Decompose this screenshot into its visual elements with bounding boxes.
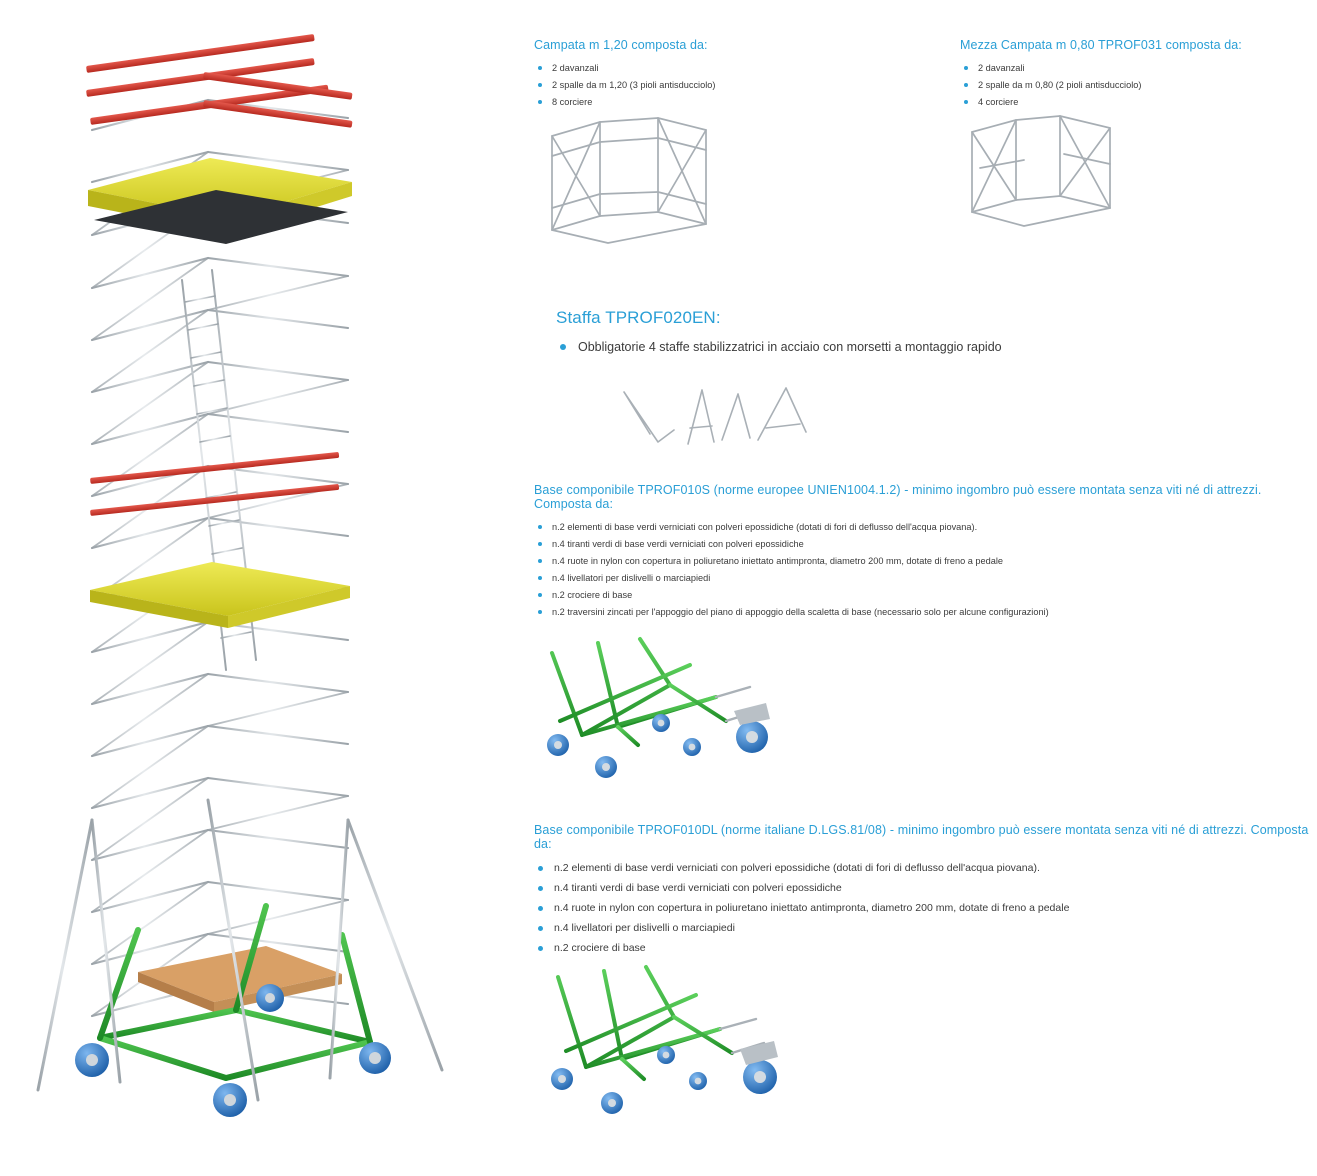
top-platform: [88, 158, 352, 244]
campata-title: Campata m 1,20 composta da:: [534, 38, 708, 52]
list-item: 4 corciere: [960, 94, 1317, 110]
list-item: n.4 tiranti verdi di base verdi verniciati con polveri epossidiche: [534, 879, 1314, 898]
list-item: n.4 ruote in nylon con copertura in poliuretano iniettato antimpronta, diametro 200 mm, dotate di freno a pedale: [534, 899, 1314, 918]
list-item: n.4 livellatori per dislivelli o marciapiedi: [534, 570, 1314, 586]
list-item: n.2 elementi di base verdi verniciati con polveri epossidiche (dotati di fori di deflusso dell'acqua piovana).: [534, 859, 1314, 878]
stabilizer-brackets-drawing: [610, 380, 830, 460]
list-item: n.2 elementi di base verdi verniciati con polveri epossidiche (dotati di fori di deflusso dell'acqua piovana).: [534, 519, 1314, 535]
section-base-tprof010s: [534, 483, 1314, 621]
campata-frame-drawing: [538, 108, 758, 248]
mezza-campata-frame-drawing: [960, 108, 1150, 238]
list-item: 8 corciere: [534, 94, 934, 110]
list-item: 2 davanzali: [960, 60, 1317, 76]
list-item: n.4 tiranti verdi di base verdi verniciati con polveri epossidiche: [534, 536, 1314, 552]
list-item: 2 davanzali: [534, 60, 934, 76]
mid-red-rails: [90, 452, 339, 516]
mezza-campata-title: Mezza Campata m 0,80 TPROF031 composta da:: [960, 38, 1242, 52]
staffa-list: [556, 336, 1256, 358]
list-item: n.4 livellatori per dislivelli o marciapiedi: [534, 919, 1314, 938]
base-dl-list: [534, 859, 1314, 958]
wheel-icon: [551, 1041, 778, 1114]
base-tprof010dl-drawing: [520, 955, 840, 1145]
tower-illustration-panel: [0, 0, 520, 1176]
list-item: n.2 crociere di base: [534, 587, 1314, 603]
list-item: 2 spalle da m 0,80 (2 pioli antisducciolo): [960, 77, 1317, 93]
base-en-title: Base componibile TPROF010S (norme europee UNIEN1004.1.2) - minimo ingombro può essere montata senza viti né di attrezzi. Composta da:: [534, 483, 1262, 511]
base-dl-title: Base componibile TPROF010DL (norme italiane D.LGS.81/08) - minimo ingombro può essere montata senza viti né di attrezzi. Composta da:: [534, 823, 1309, 851]
mid-platform: [90, 562, 350, 628]
content-column: [520, 0, 1317, 1176]
section-base-tprof010dl: [534, 823, 1314, 959]
campata-list: [534, 60, 934, 110]
list-item: Obbligatorie 4 staffe stabilizzatrici in acciaio con morsetti a montaggio rapido: [556, 336, 1256, 358]
section-campata: [534, 38, 934, 111]
mobile-scaffold-tower-illustration: [30, 30, 500, 1150]
section-mezza-campata: [960, 38, 1317, 111]
base-en-list: [534, 519, 1314, 620]
list-item: n.2 traversini zincati per l'appoggio del piano di appoggio della scaletta di base (necessario solo per alcune configurazioni): [534, 604, 1314, 620]
section-staffa: [556, 308, 1256, 359]
list-item: n.2 crociere di base: [534, 939, 1314, 958]
staffa-title: Staffa TPROF020EN:: [556, 308, 721, 327]
list-item: n.4 ruote in nylon con copertura in poliuretano iniettato antimpronta, diametro 200 mm, dotate di freno a pedale: [534, 553, 1314, 569]
base-tprof010s-drawing: [520, 625, 840, 805]
mezza-campata-list: [960, 60, 1317, 110]
list-item: 2 spalle da m 1,20 (3 pioli antisducciolo): [534, 77, 934, 93]
